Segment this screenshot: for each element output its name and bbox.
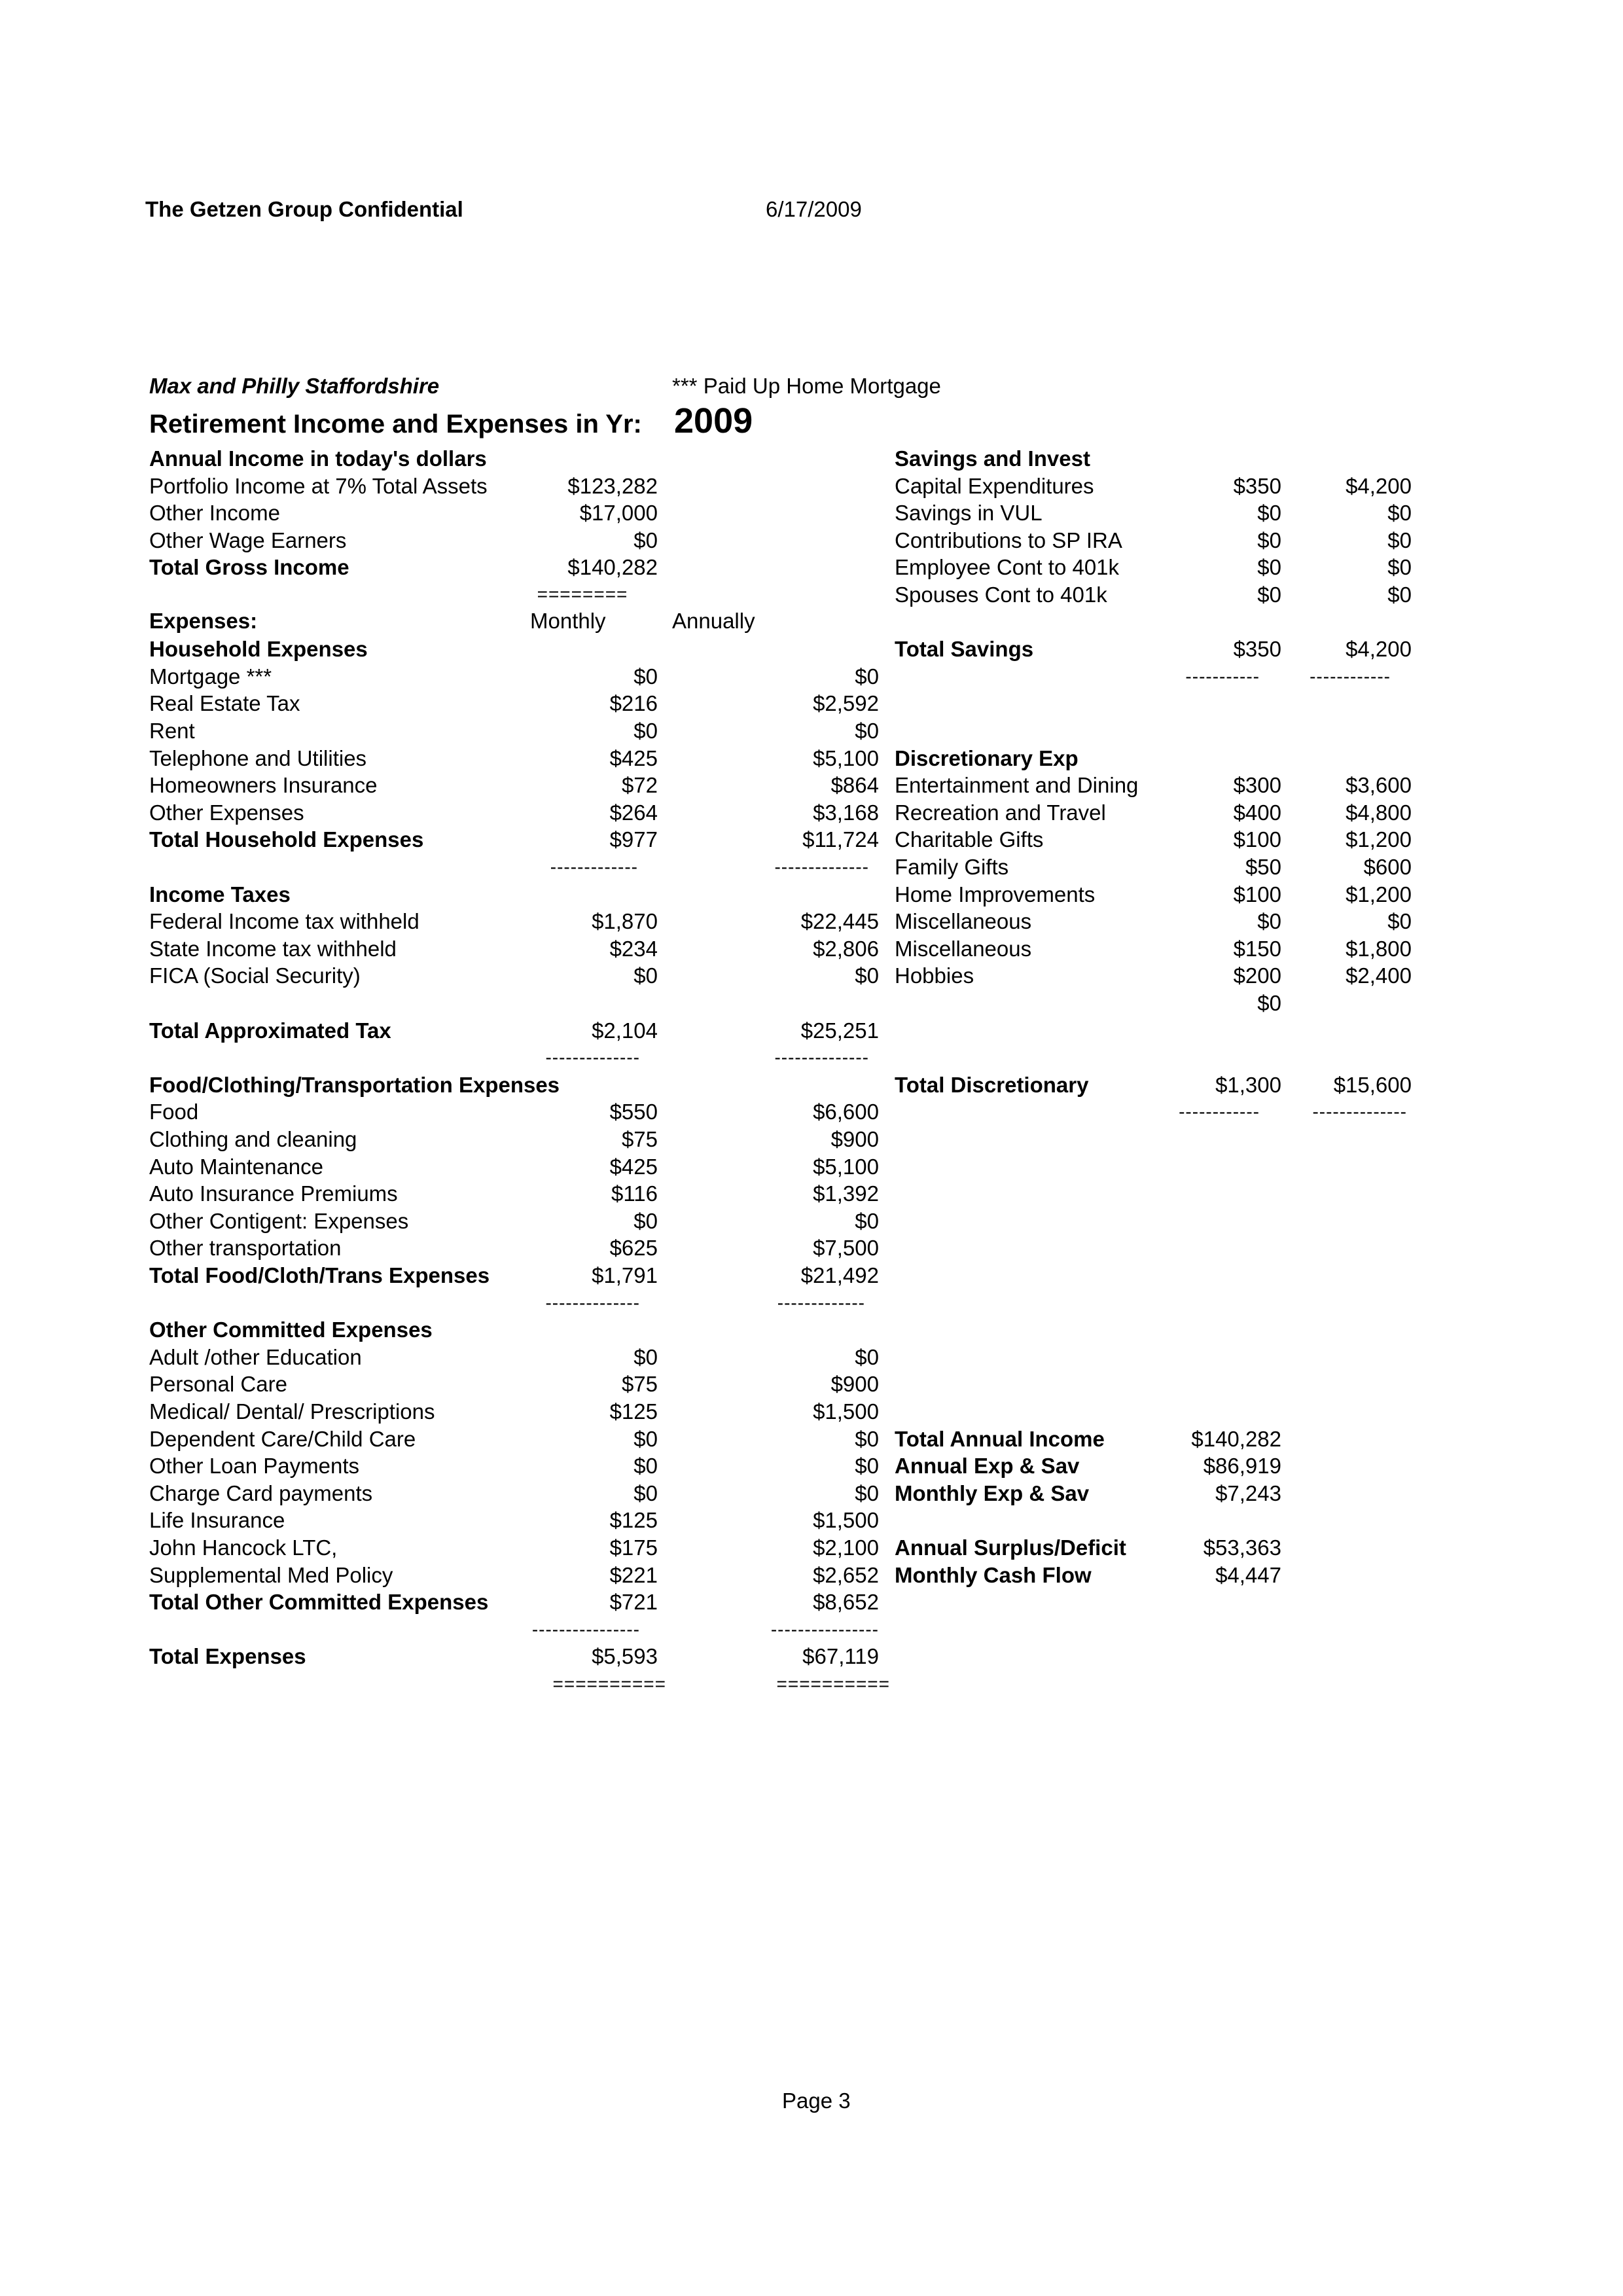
committed-heading: Other Committed Expenses [149, 1318, 433, 1342]
food-annual-value: $21,492 [800, 1263, 879, 1287]
summary-row-value: $4,447 [1215, 1562, 1281, 1587]
discretionary-row-label: Entertainment and Dining [895, 773, 1139, 798]
household-monthly-value: $72 [621, 773, 658, 798]
client-note: *** Paid Up Home Mortgage [672, 374, 941, 398]
taxes-monthly-value: $1,870 [592, 909, 658, 934]
discretionary-row-label: Recreation and Travel [895, 800, 1106, 825]
savings-annual-value: $0 [1387, 528, 1412, 552]
taxes-monthly-value: $0 [633, 963, 658, 988]
household-annual-value: $2,592 [813, 691, 879, 716]
summary-row-label: Monthly Cash Flow [895, 1562, 1092, 1587]
discretionary-annual-value: $4,800 [1346, 800, 1412, 825]
food-annual-value: $5,100 [813, 1154, 879, 1179]
income-row-label: Other Wage Earners [149, 528, 347, 552]
food-monthly-value: $1,791 [592, 1263, 658, 1287]
food-annual-value: $1,392 [813, 1181, 879, 1206]
discretionary-row-label: Home Improvements [895, 882, 1096, 906]
discretionary-row-label: Hobbies [895, 963, 974, 988]
discretionary-extra-monthly: $0 [1257, 991, 1281, 1015]
committed-row-label: Personal Care [149, 1372, 287, 1397]
household-total-label: Total Household Expenses [149, 827, 424, 852]
discretionary-annual-value: $1,200 [1346, 827, 1412, 852]
discretionary-monthly-value: $400 [1233, 800, 1281, 825]
discretionary-monthly-value: $100 [1233, 882, 1281, 906]
discretionary-monthly-value: $300 [1233, 773, 1281, 798]
income-row-label: Portfolio Income at 7% Total Assets [149, 473, 488, 498]
discretionary-annual-value: $1,800 [1346, 936, 1412, 961]
food-separator-monthly: -------------- [545, 1292, 640, 1313]
household-row-label: Other Expenses [149, 800, 304, 825]
taxes-separator-monthly: -------------- [545, 1047, 640, 1068]
household-monthly-value: $0 [633, 664, 658, 689]
committed-annual-value: $8,652 [813, 1590, 879, 1615]
committed-annual-value: $1,500 [813, 1399, 879, 1424]
savings-monthly-value: $0 [1257, 583, 1281, 607]
savings-row-label: Contributions to SP IRA [895, 528, 1122, 552]
committed-annual-value: $2,100 [813, 1535, 879, 1560]
total-expenses-separator-annual: ========== [776, 1674, 890, 1694]
food-monthly-value: $550 [609, 1100, 658, 1124]
discretionary-total-label: Total Discretionary [895, 1072, 1089, 1097]
food-monthly-value: $425 [609, 1154, 658, 1179]
monthly-column-header: Monthly [530, 609, 606, 633]
income-row-value: $140,282 [567, 555, 658, 580]
savings-separator-monthly: ----------- [1185, 666, 1260, 687]
total-expenses-annual: $67,119 [802, 1644, 879, 1669]
page-number: Page 3 [782, 2089, 851, 2113]
committed-monthly-value: $0 [633, 1426, 658, 1451]
company-header: The Getzen Group Confidential [145, 197, 463, 221]
summary-row-label: Total Annual Income [895, 1426, 1105, 1451]
food-annual-value: $6,600 [813, 1100, 879, 1124]
household-monthly-value: $216 [609, 691, 658, 716]
savings-row-label: Employee Cont to 401k [895, 555, 1120, 580]
committed-monthly-value: $0 [633, 1454, 658, 1479]
discretionary-annual-value: $600 [1363, 855, 1412, 879]
committed-monthly-value: $125 [609, 1399, 658, 1424]
summary-row-value: $140,282 [1191, 1426, 1281, 1451]
savings-total-label: Total Savings [895, 637, 1034, 662]
committed-monthly-value: $125 [609, 1508, 658, 1533]
food-annual-value: $7,500 [813, 1236, 879, 1261]
food-annual-value: $900 [830, 1127, 879, 1151]
summary-row-label: Annual Exp & Sav [895, 1454, 1080, 1479]
discretionary-total-monthly: $1,300 [1215, 1072, 1281, 1097]
discretionary-row-label: Charitable Gifts [895, 827, 1044, 852]
committed-monthly-value: $0 [633, 1344, 658, 1369]
total-expenses-separator-monthly: ========== [552, 1674, 666, 1694]
discretionary-annual-value: $1,200 [1346, 882, 1412, 906]
total-expenses-label: Total Expenses [149, 1644, 306, 1669]
committed-separator-monthly: ---------------- [531, 1619, 640, 1640]
savings-annual-value: $0 [1387, 501, 1412, 526]
taxes-annual-value: $0 [855, 963, 879, 988]
taxes-annual-value: $2,806 [813, 936, 879, 961]
food-monthly-value: $116 [611, 1181, 658, 1206]
savings-annual-value: $0 [1387, 583, 1412, 607]
committed-annual-value: $1,500 [813, 1508, 879, 1533]
food-row-label: Auto Insurance Premiums [149, 1181, 398, 1206]
committed-annual-value: $0 [855, 1344, 879, 1369]
food-monthly-value: $625 [609, 1236, 658, 1261]
title-year: 2009 [674, 401, 753, 440]
taxes-total-label: Total Approximated Tax [149, 1018, 391, 1043]
committed-row-label: Dependent Care/Child Care [149, 1426, 416, 1451]
savings-monthly-value: $0 [1257, 501, 1281, 526]
discretionary-row-label: Miscellaneous [895, 936, 1032, 961]
income-row-value: $17,000 [579, 501, 658, 526]
total-expenses-monthly: $5,593 [592, 1644, 658, 1669]
summary-row-label: Annual Surplus/Deficit [895, 1535, 1126, 1560]
savings-row-label: Capital Expenditures [895, 473, 1094, 498]
committed-row-label: Supplemental Med Policy [149, 1562, 393, 1587]
committed-row-label: Medical/ Dental/ Prescriptions [149, 1399, 435, 1424]
discretionary-row-label: Family Gifts [895, 855, 1009, 879]
summary-row-value: $86,919 [1203, 1454, 1281, 1479]
discretionary-separator-monthly: ------------ [1179, 1102, 1260, 1122]
savings-total-annual: $4,200 [1346, 637, 1412, 662]
committed-row-label: Charge Card payments [149, 1480, 373, 1505]
household-annual-value: $0 [855, 719, 879, 743]
taxes-monthly-value: $234 [609, 936, 658, 961]
household-monthly-value: $264 [609, 800, 658, 825]
income-row-label: Other Income [149, 501, 280, 526]
committed-monthly-value: $175 [609, 1535, 658, 1560]
household-annual-value: $0 [855, 664, 879, 689]
discretionary-separator-annual: -------------- [1312, 1102, 1407, 1122]
food-monthly-value: $0 [633, 1208, 658, 1233]
household-separator-monthly: ------------- [550, 857, 638, 877]
discretionary-monthly-value: $200 [1233, 963, 1281, 988]
discretionary-total-annual: $15,600 [1333, 1072, 1412, 1097]
household-annual-value: $864 [830, 773, 879, 798]
taxes-heading: Income Taxes [149, 882, 291, 906]
income-row-value: $0 [633, 528, 658, 552]
discretionary-annual-value: $0 [1387, 909, 1412, 934]
food-row-label: Auto Maintenance [149, 1154, 324, 1179]
household-monthly-value: $977 [609, 827, 658, 852]
household-row-label: Rent [149, 719, 195, 743]
discretionary-monthly-value: $0 [1257, 909, 1281, 934]
committed-monthly-value: $75 [621, 1372, 658, 1397]
income-row-label: Total Gross Income [149, 555, 349, 580]
summary-row-value: $53,363 [1203, 1535, 1281, 1560]
household-row-label: Real Estate Tax [149, 691, 300, 716]
client-name: Max and Philly Staffordshire [149, 374, 440, 398]
discretionary-monthly-value: $100 [1233, 827, 1281, 852]
food-row-label: Other transportation [149, 1236, 342, 1261]
income-row-value: $123,282 [567, 473, 658, 498]
summary-row-label: Monthly Exp & Sav [895, 1480, 1090, 1505]
page-title: Retirement Income and Expenses in Yr: [149, 410, 642, 439]
household-monthly-value: $425 [609, 745, 658, 770]
discretionary-monthly-value: $50 [1245, 855, 1281, 879]
household-annual-value: $5,100 [813, 745, 879, 770]
savings-monthly-value: $0 [1257, 528, 1281, 552]
savings-monthly-value: $0 [1257, 555, 1281, 580]
committed-row-label: Adult /other Education [149, 1344, 362, 1369]
discretionary-monthly-value: $150 [1233, 936, 1281, 961]
food-monthly-value: $75 [621, 1127, 658, 1151]
discretionary-row-label: Miscellaneous [895, 909, 1032, 934]
summary-row-value: $7,243 [1215, 1480, 1281, 1505]
taxes-row-label: State Income tax withheld [149, 936, 397, 961]
committed-row-label: John Hancock LTC, [149, 1535, 338, 1560]
taxes-row-label: FICA (Social Security) [149, 963, 361, 988]
income-heading: Annual Income in today's dollars [149, 446, 487, 471]
committed-monthly-value: $721 [609, 1590, 658, 1615]
household-monthly-value: $0 [633, 719, 658, 743]
savings-monthly-value: $350 [1233, 473, 1281, 498]
committed-monthly-value: $0 [633, 1480, 658, 1505]
committed-separator-annual: ---------------- [770, 1619, 879, 1640]
taxes-total-monthly: $2,104 [592, 1018, 658, 1043]
savings-total-monthly: $350 [1233, 637, 1281, 662]
taxes-annual-value: $22,445 [800, 909, 879, 934]
committed-total-label: Total Other Committed Expenses [149, 1590, 489, 1615]
savings-annual-value: $4,200 [1346, 473, 1412, 498]
expenses-label: Expenses: [149, 609, 258, 633]
committed-annual-value: $0 [855, 1454, 879, 1479]
taxes-separator-annual: -------------- [774, 1047, 869, 1068]
committed-row-label: Other Loan Payments [149, 1454, 360, 1479]
food-heading: Food/Clothing/Transportation Expenses [149, 1072, 560, 1097]
food-annual-value: $0 [855, 1208, 879, 1233]
savings-separator-annual: ------------ [1310, 666, 1391, 687]
committed-annual-value: $0 [855, 1426, 879, 1451]
household-row-label: Homeowners Insurance [149, 773, 378, 798]
household-heading: Household Expenses [149, 637, 368, 662]
savings-row-label: Spouses Cont to 401k [895, 583, 1107, 607]
discretionary-annual-value: $3,600 [1346, 773, 1412, 798]
income-separator: ======== [537, 584, 628, 604]
taxes-row-label: Federal Income tax withheld [149, 909, 419, 934]
household-row-label: Telephone and Utilities [149, 745, 367, 770]
committed-monthly-value: $221 [609, 1562, 658, 1587]
savings-row-label: Savings in VUL [895, 501, 1043, 526]
taxes-total-annual: $25,251 [800, 1018, 879, 1043]
discretionary-annual-value: $2,400 [1346, 963, 1412, 988]
committed-annual-value: $900 [830, 1372, 879, 1397]
household-row-label: Mortgage *** [149, 664, 272, 689]
household-annual-value: $11,724 [802, 827, 879, 852]
committed-annual-value: $0 [855, 1480, 879, 1505]
household-separator-annual: -------------- [774, 857, 869, 877]
food-row-label: Other Contigent: Expenses [149, 1208, 409, 1233]
committed-annual-value: $2,652 [813, 1562, 879, 1587]
savings-heading: Savings and Invest [895, 446, 1090, 471]
savings-annual-value: $0 [1387, 555, 1412, 580]
food-separator-annual: ------------- [777, 1292, 865, 1313]
committed-row-label: Life Insurance [149, 1508, 285, 1533]
discretionary-heading: Discretionary Exp [895, 745, 1079, 770]
annually-column-header: Annually [672, 609, 755, 633]
food-total-label: Total Food/Cloth/Trans Expenses [149, 1263, 490, 1287]
food-row-label: Clothing and cleaning [149, 1127, 357, 1151]
report-date: 6/17/2009 [766, 197, 862, 221]
household-annual-value: $3,168 [813, 800, 879, 825]
food-row-label: Food [149, 1100, 199, 1124]
